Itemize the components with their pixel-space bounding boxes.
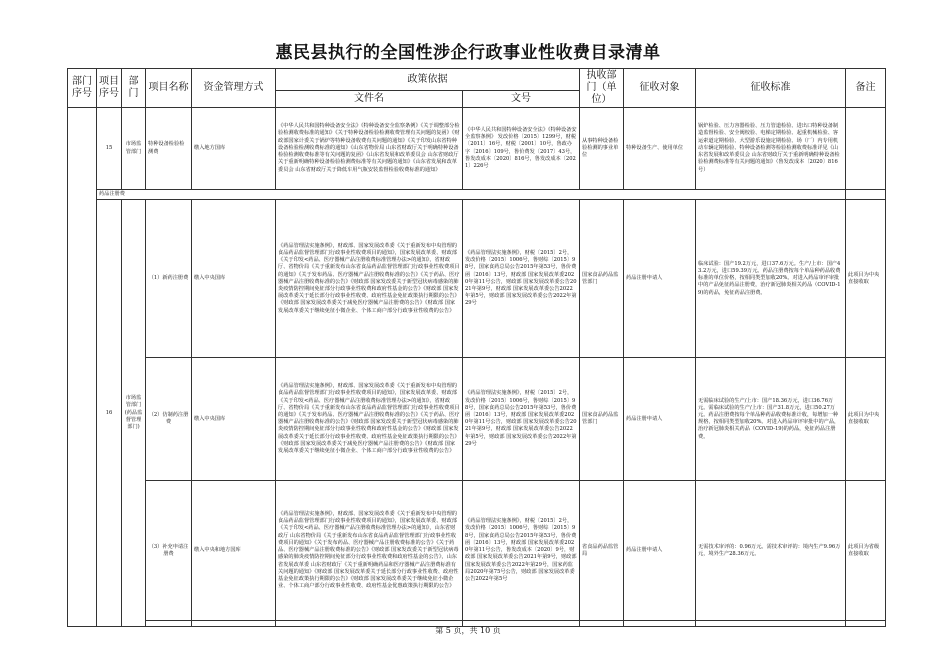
doc-name-cell: 《中华人民共和国特种设备安全法》《特种设备安全监察条例》《关于调整部分检验检测收费标准的通知》《关于特种设备检验检测收费管理有关问题的复函》《财政部国家计委关于锅炉等特种设备收费有关问题的通知》《关于印发山东省特种设备检验检测收费标准的通知》《山东省物价局 山东省财政厅关于明确特种设备检验检测收费标准等有关问题的复函》《山东省发展和改革委员会 山东省财政厅关于重新明确特种设备检验检测费标准等有关问题的通知》《山东省发展和改革委员会 山东省财政厅关于降低车用气瓶安装监督检验收费标准的通知》 xyxy=(276,108,463,190)
doc-name-cell: 《药品管理法实施条例》，财政部、国家发展改革委《关于重新发布中央管理的食品药品监督管理部门行政事业性收费项目的通知》，国家发展改革委、财政部《关于印发<药品、医疗器械产品注册收费标准管理办法>的通知》，省财政厅、省物价局《关于重新发布山东省食品药品监督管理部门行政事业性收费项目的通知》《关于发布药品、医疗器械产品注册收费标准的公告》《关于药品、医疗器械产品注册收费标准的公告》《财政部 国家发改委关于新型冠状病毒感染的肺炎疫情防控期间免征部分行政事业性收费和政府性基金的公告》《财政部 国家发展改革委关于延长部分行政事业性收费、政府性基金免征政策执行期限的公告》《财政部 国家发展改革委关于减免医疗器械产品注册费的公告》《财政部 国家发展改革委关于继续免征小微企业、个体工商户部分行政事业性收费的公告》 xyxy=(276,358,463,481)
table-row xyxy=(68,200,886,358)
header-dept: 部门 xyxy=(122,69,146,108)
doc-name-cell: 《药品管理法实施条例》，财政部、国家发展改革委《关于重新发布中央管理的食品药品监督管理部门行政事业性收费项目的通知》，国家发展改革委、财政部《关于印发<药品、医疗器械产品注册收费标准管理办法>的通知》，山东省财政厅 山东省物价局《关于重新发布山东省食品药品监督管理部门行政事业性收费项目的通知》《关于发布药品、医疗器械产品注册收费标准的公告》《关于药品、医疗器械产品注册收费标准的公告》《财政部 国家发改委关于新型冠状病毒感染的肺炎疫情防控期间免征部分行政事业性收费和政府性基金的公告》，山东省发展改革委 山东省财政厅《关于重新明确药品和医疗器械产品注册费标准有关问题的通知》《财政部 国家发展改革委关于延长部分行政事业性收费、政府性基金免征政策执行期限的公告》《财政部 国家发展改革委关于继续免征小微企业、个体工商户部分行政事业性收费、政府性基金优惠政策执行期限的公告》 xyxy=(276,481,463,621)
remark-cell: 此项目为中央直接收取 xyxy=(846,358,886,481)
payer-cell: 药品注册申请人 xyxy=(624,358,696,481)
dept-cell: 市场监管部门 xyxy=(122,108,146,190)
doc-no-cell: 《药品管理法实施条例》，财税〔2015〕2号，发改价格〔2015〕1006号，鲁财综〔2015〕98号，国家食药总局公告2015年第53号，鲁价费函〔2016〕13号，财政部 国家发展改革委2020年第11号公告，鲁发改成本〔2020〕9号，财政部 国家发展改革委公告2021年第9号，财政部 国家发展改革委公告2022年第29号，国家药监局2020年第75号公告，财政部 国家发展改革委公告2022年第5号 xyxy=(463,481,580,621)
payer-cell: 特种设备生产、使用单位 xyxy=(624,108,696,190)
header-item-name: 项目名称 xyxy=(146,69,192,108)
standard-cell: 临床试验：国产19.2万元，进口37.6万元。生产/上市：国产43.2万元，进口59.39万元。药品注册费按每个单品种药品收费标准的单位价格，按相同类型加收20%。对进入药品审评审批中的产品免征药品注册费，治疗新冠肺炎相关药品（COVID-19)的药品，免征药品注册费。 xyxy=(696,200,846,358)
header-doc-no: 文号 xyxy=(463,91,580,108)
header-item-no: 项目序号 xyxy=(97,69,122,108)
header-row-1 xyxy=(68,69,886,91)
fund-mode-cell: 缴入中央国库 xyxy=(192,200,276,358)
standard-cell: 锅炉检验、压力容器检验、压力管道检验、进出口特种设备制造监督检验、安全阀校验、电梯定期检验、起重机械检验、客运索道定期检验、大型游乐设施定期检验、场（厂）内专用机动车辆定期检验、特种设备检测等检验检测收费标准详见《山东省发展和改革委员会 山东省财政厅关于重新明确特种设备检验检测费标准等有关问题的通知》（鲁发改成本〔2020〕816号） xyxy=(696,108,846,190)
exec-dept-cell: 国家食品药品监管部门 xyxy=(580,200,624,358)
remark-cell xyxy=(846,108,886,190)
item-no-cell: 16 xyxy=(97,200,122,627)
exec-dept-cell: 从事特种设备检验检测的事业单位 xyxy=(580,108,624,190)
header-remark: 备注 xyxy=(846,69,886,108)
header-fund-mode: 资金管理方式 xyxy=(192,69,276,108)
item-no-cell: 15 xyxy=(97,108,122,190)
payer-cell: 药品注册申请人 xyxy=(624,200,696,358)
section-label: 药品注册费 xyxy=(97,190,846,200)
item-name-cell: （2）仿制药注册费 xyxy=(146,358,192,481)
page-footer: 第 5 页，共 10 页 xyxy=(435,626,501,635)
payer-cell: 药品注册申请人 xyxy=(624,481,696,621)
dept-no-cell xyxy=(68,108,97,627)
fund-mode-cell: 缴入地方国库 xyxy=(192,108,276,190)
header-standard: 征收标准 xyxy=(696,69,846,108)
doc-no-cell: 《中华人民共和国特种设备安全法》《特种设备安全监察条例》 发改价格〔2015〕1299号，财税〔2011〕16号，财税〔2001〕10号，鲁政办字〔2016〕109号，鲁价费发〔2017〕43号，鲁发改成本〔2020〕816号，鲁发改成本〔2021〕226号 xyxy=(463,108,580,190)
table-row xyxy=(68,108,886,190)
header-doc-name: 文件名 xyxy=(276,91,463,108)
table-row xyxy=(68,481,886,621)
fee-table xyxy=(67,68,886,627)
doc-name-cell: 《药品管理法实施条例》，财政部、国家发展改革委《关于重新发布中央管理的食品药品监督管理部门行政事业性收费项目的通知》，国家发展改革委、财政部《关于印发<药品、医疗器械产品注册收费标准管理办法>的通知》，省财政厅、省物价局《关于重新发布山东省食品药品监督管理部门行政事业性收费项目的通知》《关于发布药品、医疗器械产品注册收费标准的公告》《关于药品、医疗器械产品注册收费标准的公告》《财政部 国家发改委关于新型冠状病毒感染的肺炎疫情防控期间免征部分行政事业性收费和政府性基金的公告》《财政部 国家发展改革委关于延长部分行政事业性收费、政府性基金免征政策执行期限的公告》《财政部 国家发展改革委关于减免医疗器械产品注册费的公告》《财政部 国家发展改革委关于继续免征小微企业、个体工商户部分行政事业性收费的公告》 xyxy=(276,200,463,358)
item-name-cell: 特种设备检验检测费 xyxy=(146,108,192,190)
item-name-cell: （1）新药注册费 xyxy=(146,200,192,358)
fund-mode-cell: 缴入中央国库 xyxy=(192,358,276,481)
dept-cell: 市场监管部门(药品监督管理部门) xyxy=(122,200,146,627)
header-dept-no: 部门序号 xyxy=(68,69,97,108)
doc-no-cell: 《药品管理法实施条例》，财税〔2015〕2号，发改价格〔2015〕1006号，鲁财综〔2015〕98号，国家食药总局公告2015年第53号，鲁价费函〔2016〕13号，财政部 国家发展改革委2020年第11号公告，财政部 国家发展改革委公告2021年第9号，财政部 国家发展改革委公告2022年第5号，财政部 国家发展改革委公告2022年第29号 xyxy=(463,358,580,481)
fund-mode-cell: 缴入中央和地方国库 xyxy=(192,481,276,621)
remark-cell xyxy=(846,190,886,200)
exec-dept-cell: 国家食品药品监管部门 xyxy=(580,358,624,481)
exec-dept-cell: 省食品药品监管局 xyxy=(580,481,624,621)
header-payer: 征收对象 xyxy=(624,69,696,108)
standard-cell: 无需技术审评的：0.96万元。需技术审评的：境内生产9.96万元，境外生产28.36万元。 xyxy=(696,481,846,621)
standard-cell: 无需临床试验的生产/上市：国产18.36万元，进口36.76万元。需临床试验的生产/上市：国产31.8万元，进口50.27万元。药品注册费按每个单品种药品收费标准计收，每增加一种规格，按相同类型加收20%。对进入药品审评审批中的产品，治疗新冠肺炎相关药品（COVID-19)的药品，免征药品注册费。 xyxy=(696,358,846,481)
item-name-cell: （3）补充申请注册费 xyxy=(146,481,192,621)
header-exec-dept: 执收部门（单位） xyxy=(580,69,624,108)
doc-no-cell: 《药品管理法实施条例》，财税〔2015〕2号，发改价格〔2015〕1006号，鲁财综〔2015〕98号，国家食药总局公告2015年第53号，鲁价费函〔2016〕13号，财政部 国家发展改革委2020年第11号公告，财政部 国家发展改革委公告2021年第9号，财政部 国家发展改革委公告2022年第5号，财政部 国家发展改革委公告2022年第29号 xyxy=(463,200,580,358)
section-row xyxy=(68,190,886,200)
remark-cell: 此项目为中央直接收取 xyxy=(846,200,886,358)
table-row xyxy=(68,358,886,481)
header-policy-basis: 政策依据 xyxy=(276,69,580,91)
remark-cell: 此项目为省级直接收取 xyxy=(846,481,886,621)
page-title: 惠民县执行的全国性涉企行政事业性收费目录清单 xyxy=(275,43,661,63)
